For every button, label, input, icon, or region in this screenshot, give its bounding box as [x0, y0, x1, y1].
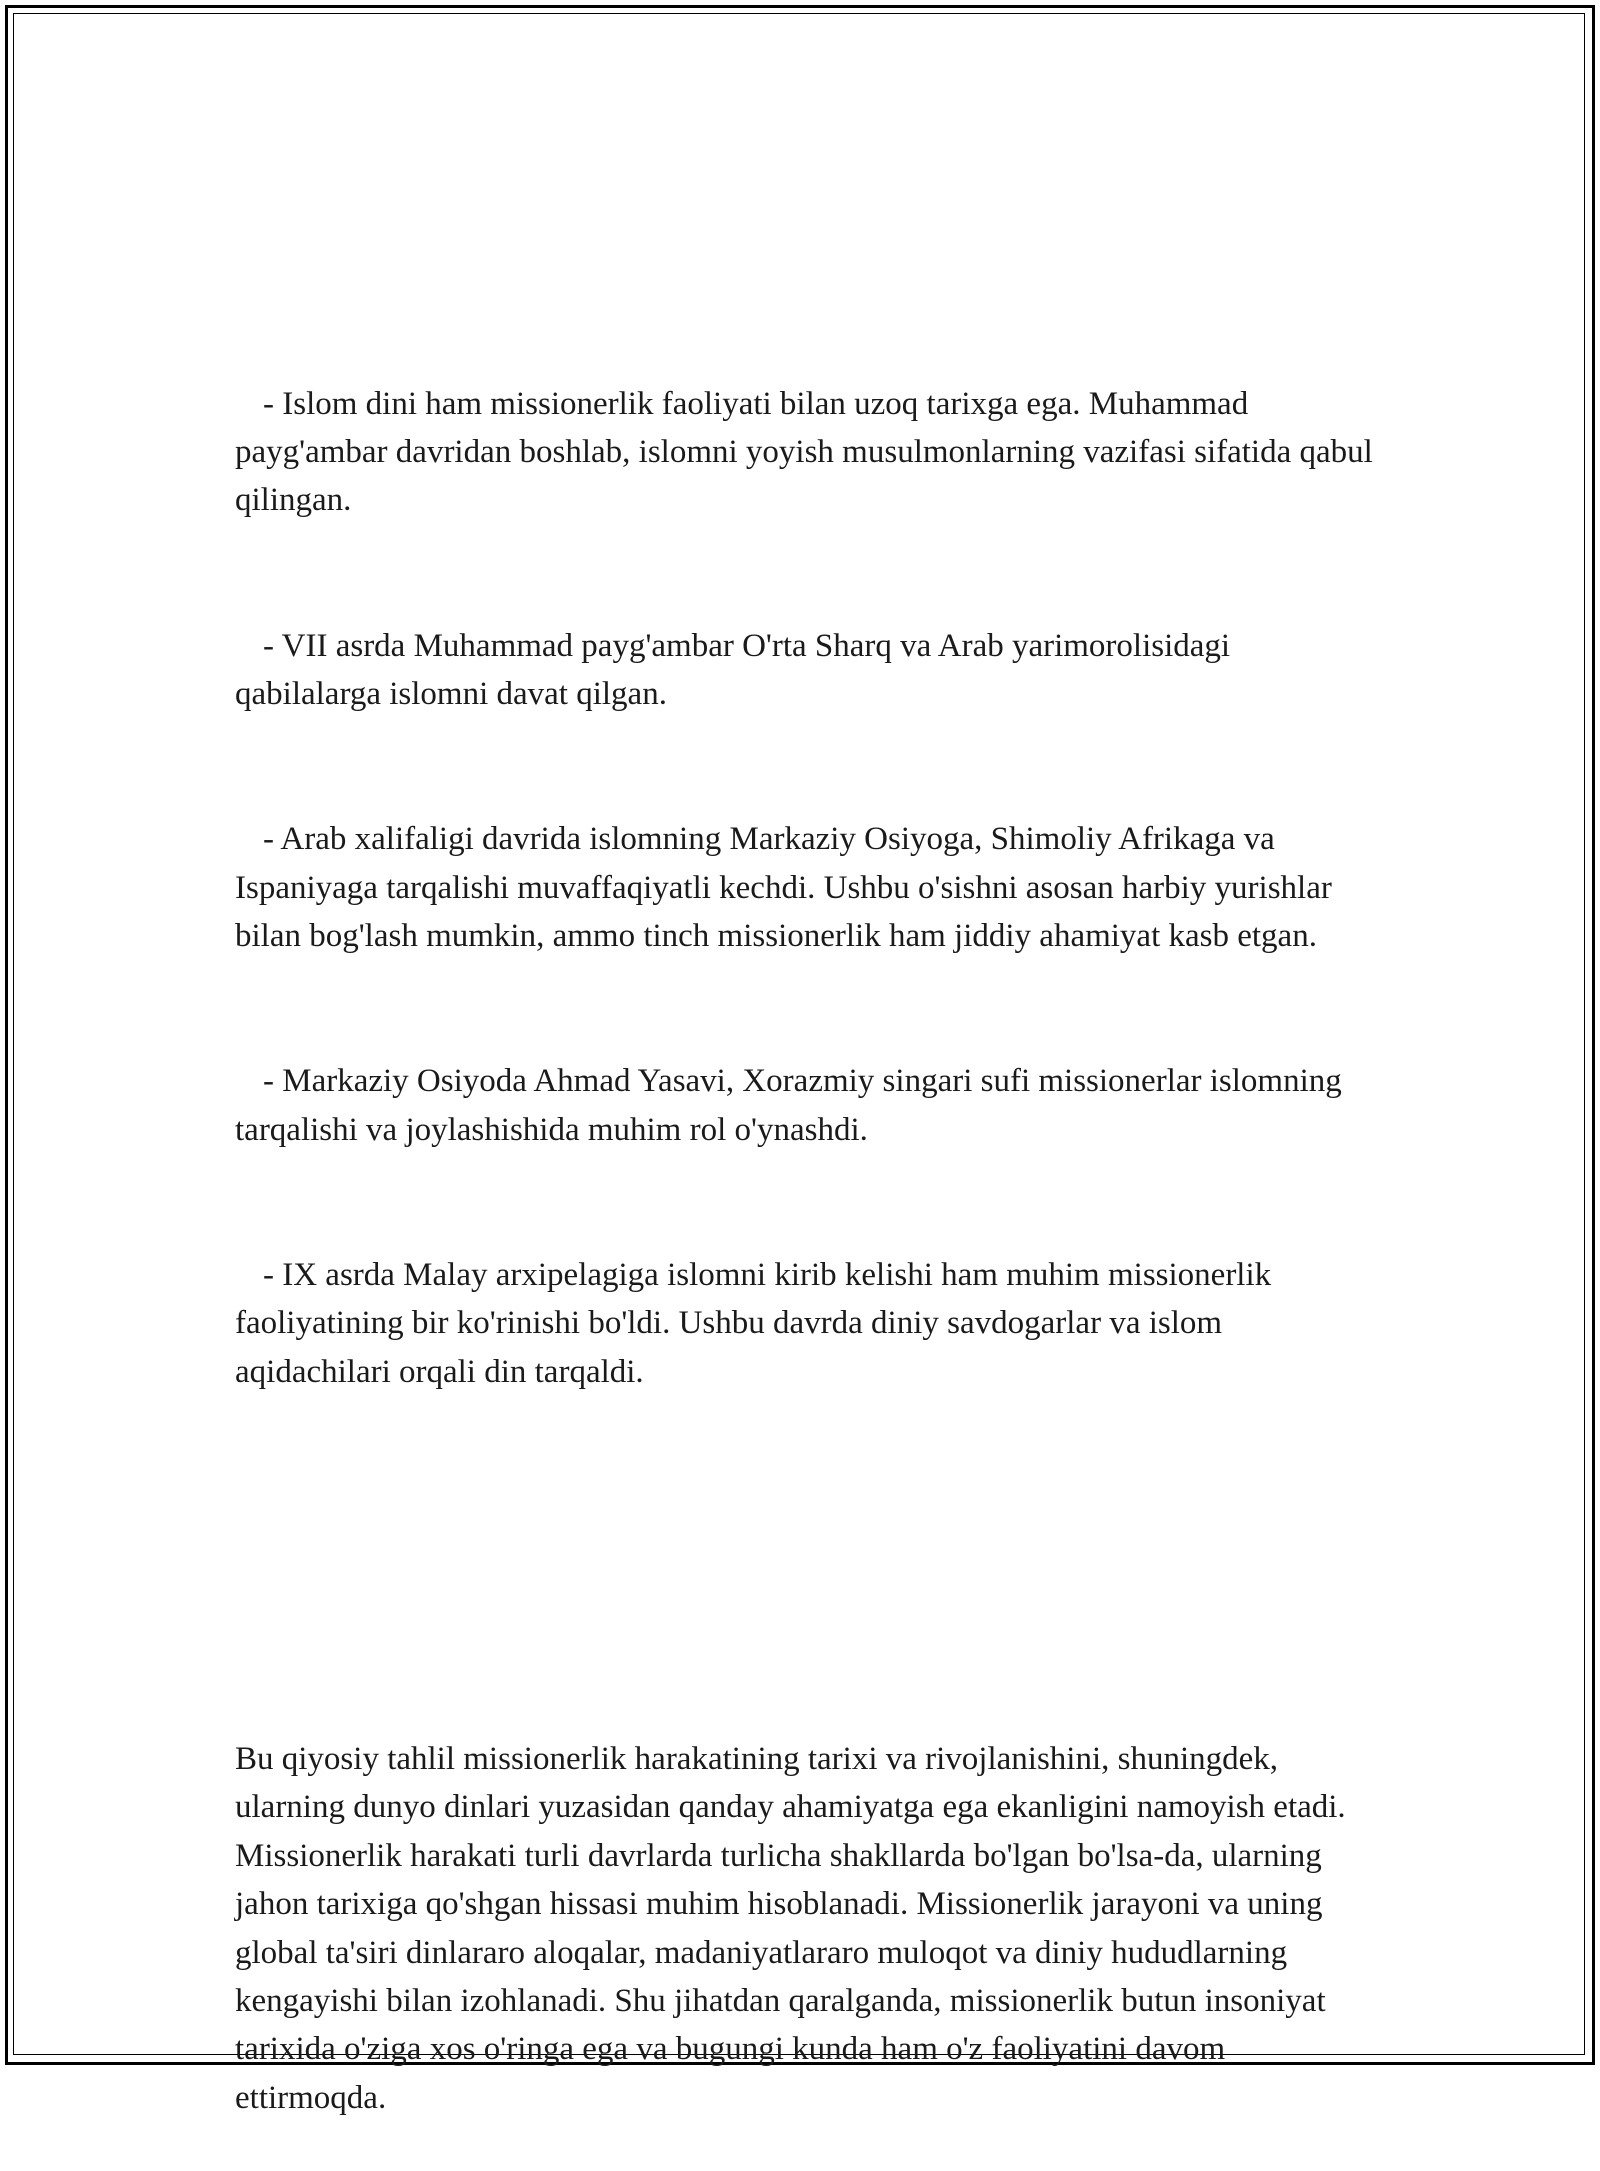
bullet-item-vii-asr: - VII asrda Muhammad payg'ambar O'rta Sharq va Arab yarimorolisidagi qabilalarga islomni davat qilgan.	[235, 627, 1239, 713]
document-body	[235, 186, 1382, 2171]
bullet-item-islom-missionerlik: - Islom dini ham missionerlik faoliyati bilan uzoq tarixga ega. Muhammad payg'ambar davridan boshlab, islomni yoyish musulmonlarning vazifasi sifatida qabul qilingan.	[235, 385, 1382, 519]
bullet-item-arab-xalifaligi: - Arab xalifaligi davrida islomning Markaziy Osiyoga, Shimoliy Afrikaga va Ispaniyaga tarqalishi muvaffaqiyatli kechdi. Ushbu o'sishni asosan harbiy yurishlar bilan bog'lash mumkin, ammo tinch missionerlik ham jiddiy ahamiyat kasb etgan.	[235, 821, 1341, 955]
bullet-item-markaziy-osiyo: - Markaziy Osiyoda Ahmad Yasavi, Xorazmiy singari sufi missionerlar islomning tarqalishi va joylashishida muhim rol o'ynashdi.	[235, 1063, 1351, 1148]
bullet-item-malay-arxipelagi: - IX asrda Malay arxipelagiga islomni kirib kelishi ham muhim missionerlik faoliyatining bir ko'rinishi bo'ldi. Ushbu davrda diniy savdogarlar va islom aqidachilari orqali din tarqaldi.	[235, 1256, 1280, 1390]
paragraph-gap	[235, 1590, 1375, 1638]
bullet-list	[235, 283, 1382, 1493]
conclusion-paragraph: Bu qiyosiy tahlil missionerlik harakatining tarixi va rivojlanishini, shuningdek, ularning dunyo dinlari yuzasidan qanday ahamiyatga ega ekanligini namoyish etadi. Missionerlik harakati turli davrlarda turlicha shakllarda bo'lgan bo'lsa-da, ularning jahon tarixiga qo'shgan hissasi muhim hisoblanadi. Missionerlik jarayoni va uning global ta'siri dinlararo aloqalar, madaniyatlararo muloqot va diniy hududlarning kengayishi bilan izohlanadi. Shu jihatdan qaralganda, missionerlik butun insoniyat tarixida o'ziga xos o'ringa ega va bugungi kunda ham o'z faoliyatini davom ettirmoqda.	[235, 1740, 1354, 2116]
